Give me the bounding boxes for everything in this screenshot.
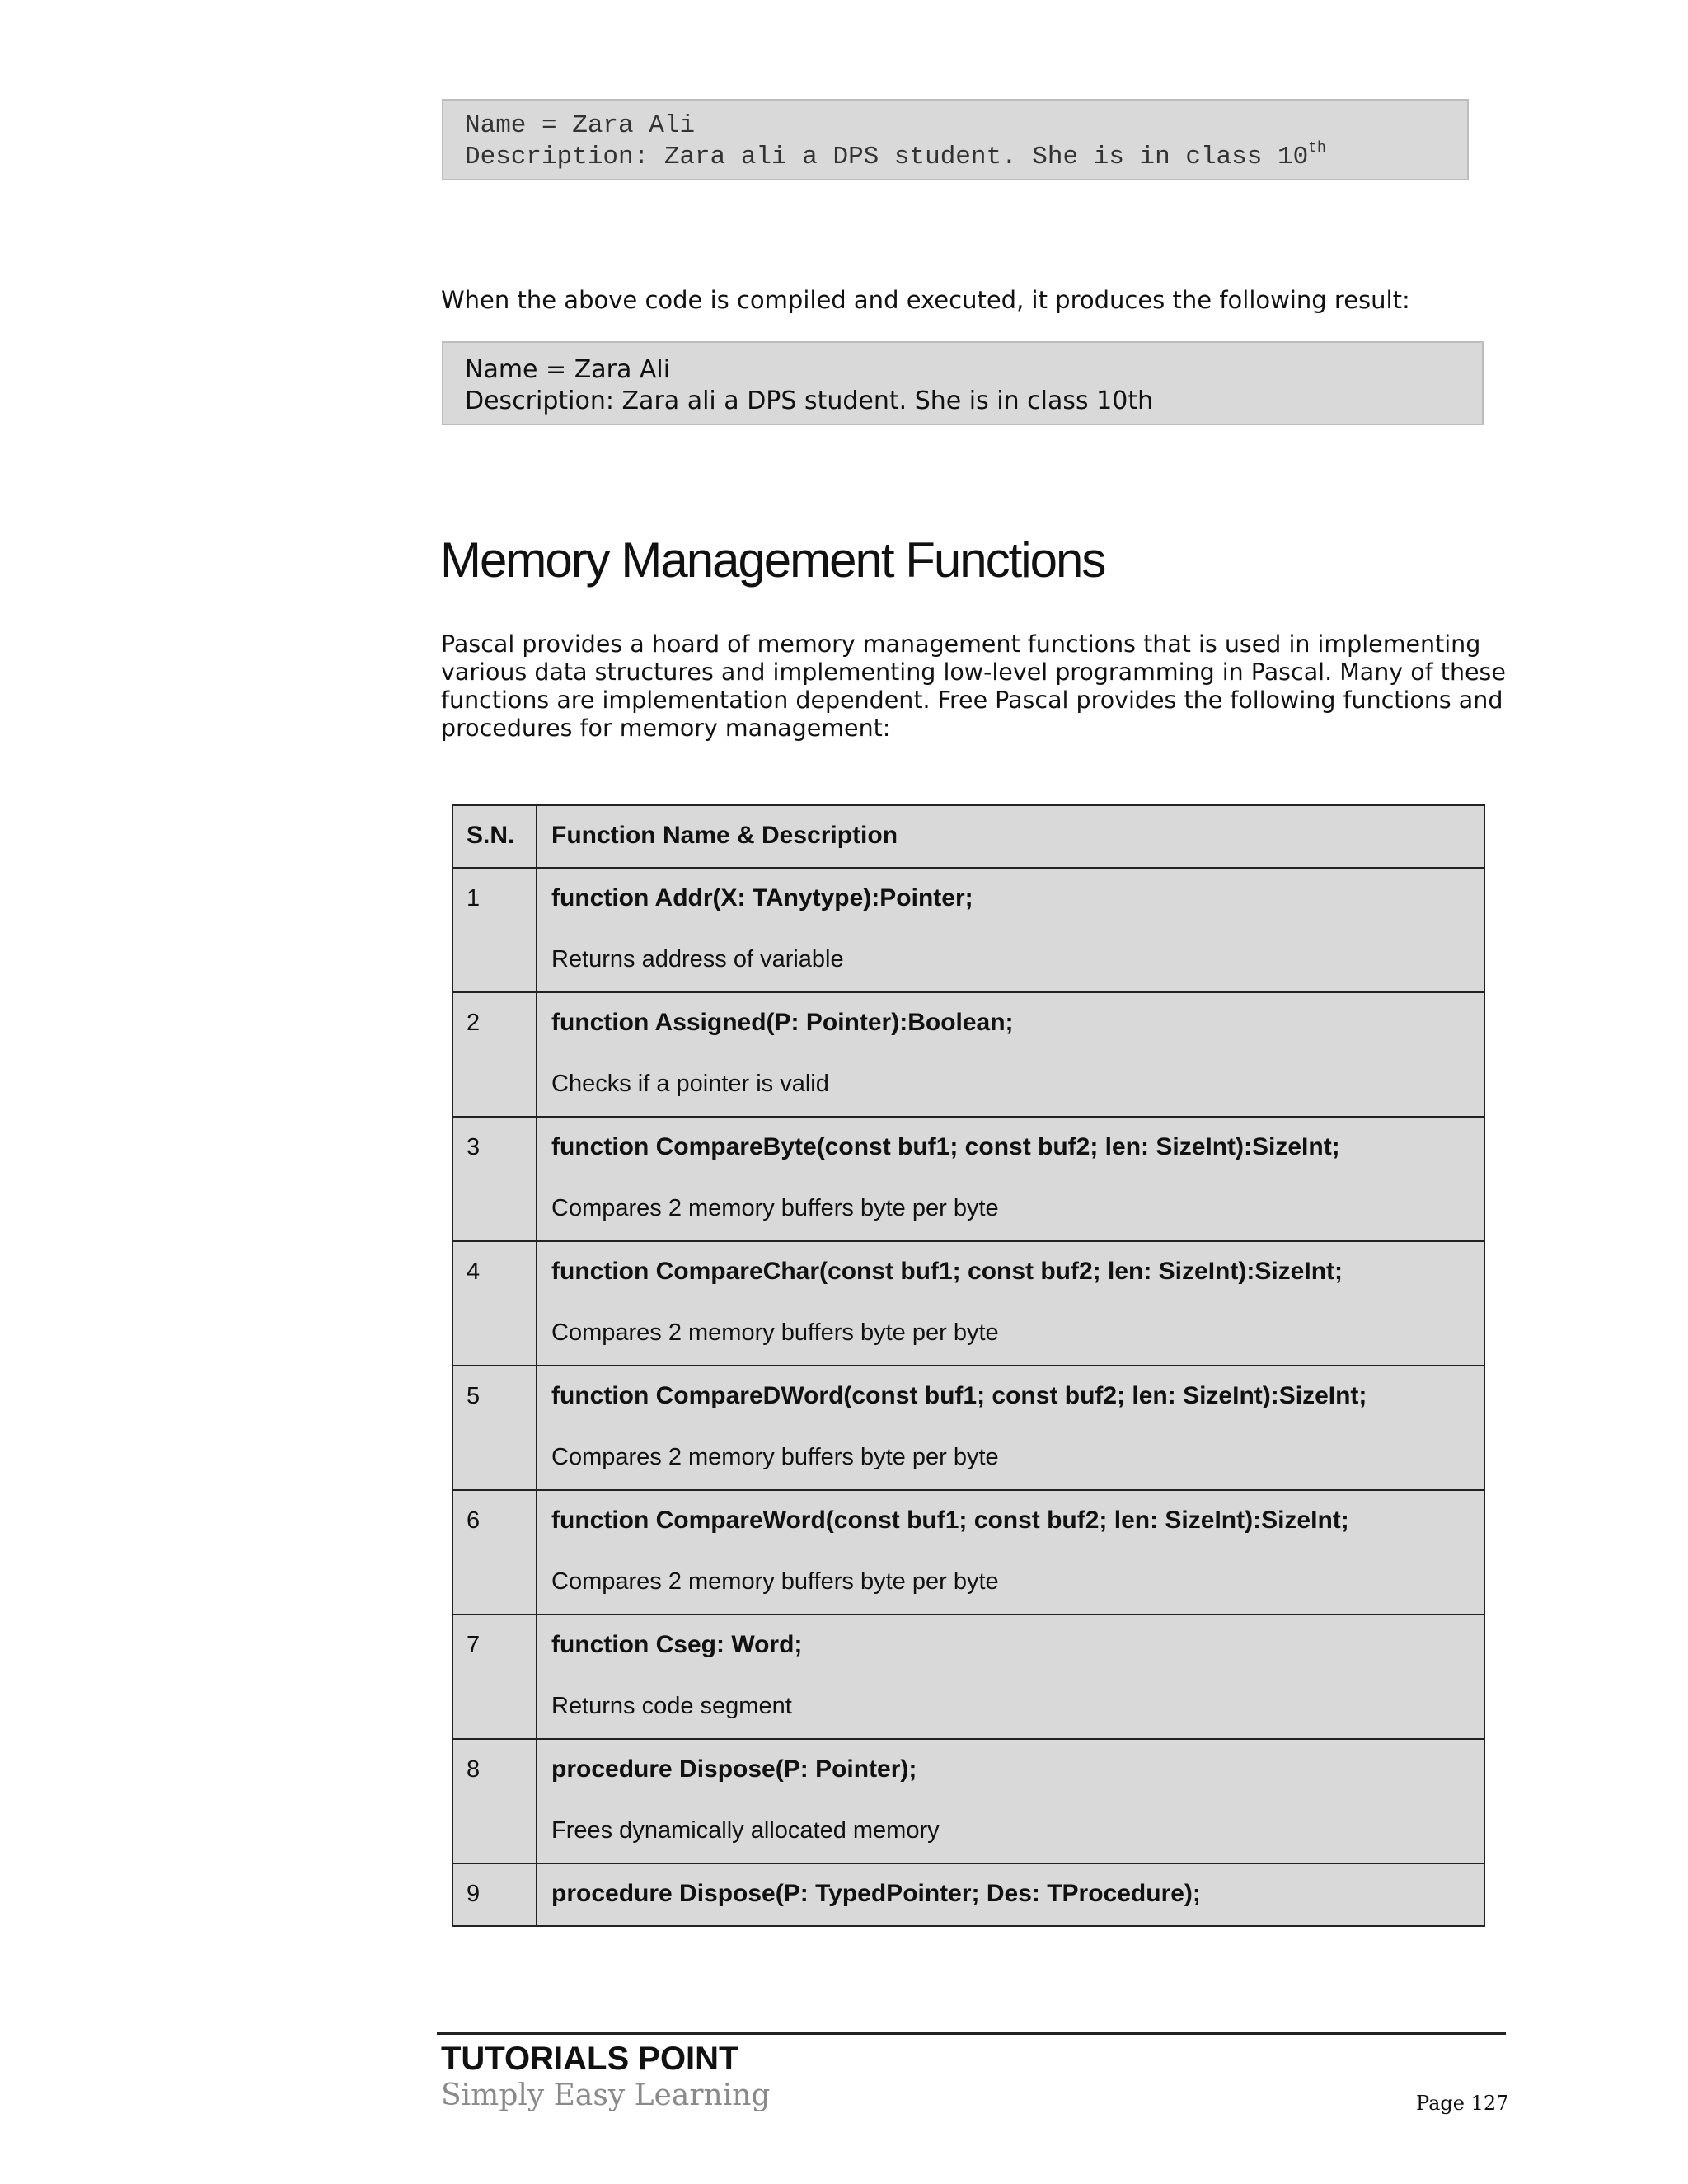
row-number: 6: [467, 1507, 481, 1534]
result-line: Description: Zara ali a DPS student. She is in class 10th: [465, 387, 1154, 415]
row-number: 5: [467, 1383, 481, 1409]
row-number: 4: [467, 1258, 481, 1285]
footer-brand: TUTORIALS POINT: [441, 2041, 739, 2077]
function-signature: function Cseg: Word;: [551, 1631, 803, 1658]
paragraph-line: procedures for memory management:: [441, 715, 891, 742]
intro-paragraph: [441, 630, 1512, 743]
superscript: th: [1308, 140, 1326, 157]
footer-divider: [437, 2032, 1506, 2035]
function-description: Frees dynamically allocated memory: [551, 1817, 940, 1844]
function-cell: [537, 1615, 1484, 1739]
header-label: S.N.: [467, 822, 515, 849]
row-number: 7: [467, 1632, 481, 1658]
table-row: [452, 1117, 1484, 1241]
table-row: [452, 1739, 1484, 1863]
function-cell: [537, 1739, 1484, 1863]
function-signature: procedure Dispose(P: Pointer);: [551, 1755, 917, 1783]
function-description: Compares 2 memory buffers byte per byte: [551, 1568, 999, 1595]
row-number: 1: [467, 885, 481, 912]
function-signature: function CompareChar(const buf1; const buf2; len: SizeInt):SizeInt;: [551, 1258, 1343, 1285]
function-signature: function CompareByte(const buf1; const buf2; len: SizeInt):SizeInt;: [551, 1133, 1340, 1160]
page-number: Page 127: [1416, 2092, 1509, 2115]
table-row: [452, 1366, 1484, 1490]
result-block: [442, 341, 1484, 425]
function-signature: function CompareDWord(const buf1; const buf2; len: SizeInt):SizeInt;: [551, 1382, 1367, 1409]
sn-cell: [452, 868, 537, 992]
function-description: Checks if a pointer is valid: [551, 1071, 829, 1097]
header-label: Function Name & Description: [551, 822, 898, 849]
header-cell-function: [537, 805, 1484, 868]
function-description: Returns code segment: [551, 1693, 792, 1719]
sn-cell: [452, 1241, 537, 1366]
result-line: Name = Zara Ali: [465, 355, 671, 384]
code-line-text: Description: Zara ali a DPS student. She is in class 10: [465, 143, 1309, 171]
function-signature: procedure Dispose(P: TypedPointer; Des: TProcedure);: [551, 1880, 1201, 1907]
function-signature: function Addr(X: TAnytype):Pointer;: [551, 884, 973, 912]
code-block: [442, 99, 1469, 180]
function-signature: function Assigned(P: Pointer):Boolean;: [551, 1009, 1014, 1036]
paragraph-line: Pascal provides a hoard of memory management functions that is used in implementing: [441, 630, 1481, 658]
table-row: [452, 868, 1484, 992]
sn-cell: [452, 1863, 537, 1926]
function-description: Returns address of variable: [551, 946, 844, 972]
function-cell: [537, 992, 1484, 1117]
sn-cell: [452, 1490, 537, 1615]
sn-cell: [452, 1615, 537, 1739]
function-signature: function CompareWord(const buf1; const buf2; len: SizeInt):SizeInt;: [551, 1507, 1349, 1534]
row-number: 2: [467, 1010, 481, 1036]
function-description: Compares 2 memory buffers byte per byte: [551, 1444, 999, 1470]
table-row: [452, 1615, 1484, 1739]
row-number: 8: [467, 1756, 481, 1783]
functions-table: [452, 804, 1485, 1927]
paragraph-line: functions are implementation dependent. Free Pascal provides the following functions and: [441, 687, 1503, 714]
table-header-row: [452, 805, 1484, 868]
function-cell: [537, 1490, 1484, 1615]
table-row: [452, 1241, 1484, 1366]
function-cell: [537, 1863, 1484, 1926]
row-number: 9: [467, 1881, 481, 1907]
result-intro-text: When the above code is compiled and executed, it produces the following result:: [441, 286, 1410, 314]
function-cell: [537, 1117, 1484, 1241]
section-heading: Memory Management Functions: [440, 532, 1105, 588]
footer-tagline: Simply Easy Learning: [441, 2079, 771, 2112]
sn-cell: [452, 992, 537, 1117]
header-cell-sn: [452, 805, 537, 868]
table-row: [452, 1863, 1484, 1926]
code-line: [465, 142, 1467, 173]
function-description: Compares 2 memory buffers byte per byte: [551, 1195, 999, 1221]
code-line: Name = Zara Ali: [465, 111, 696, 140]
function-cell: [537, 1366, 1484, 1490]
function-cell: [537, 1241, 1484, 1366]
paragraph-line: various data structures and implementing low-level programming in Pascal. Many of these: [441, 658, 1506, 686]
function-cell: [537, 868, 1484, 992]
sn-cell: [452, 1739, 537, 1863]
table-row: [452, 1490, 1484, 1615]
table-row: [452, 992, 1484, 1117]
function-description: Compares 2 memory buffers byte per byte: [551, 1319, 999, 1346]
sn-cell: [452, 1117, 537, 1241]
sn-cell: [452, 1366, 537, 1490]
row-number: 3: [467, 1134, 481, 1160]
